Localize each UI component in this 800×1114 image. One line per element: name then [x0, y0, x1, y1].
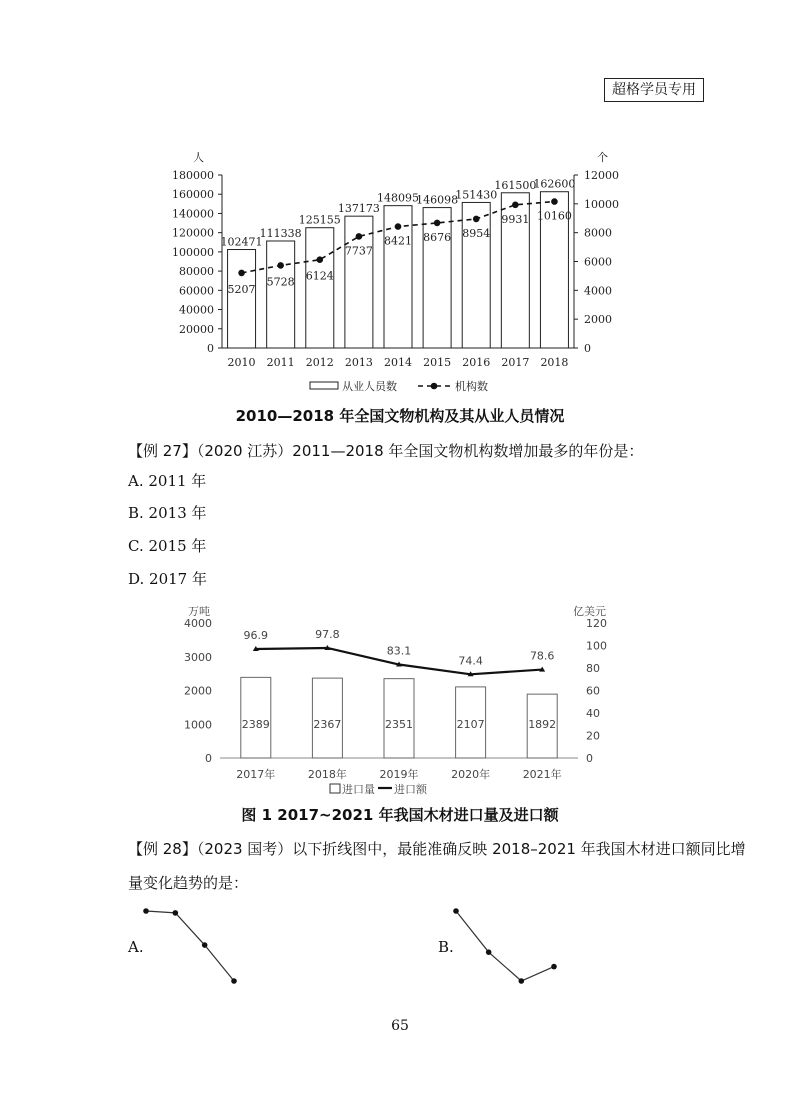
left-tick-label: 2000: [184, 684, 212, 698]
bar-2011: [267, 241, 295, 348]
point-label-2014: 8421: [384, 234, 412, 248]
right-tick-label: 4000: [584, 284, 612, 298]
mini-point: [453, 908, 459, 914]
left-tick-label: 40000: [179, 303, 214, 317]
question27-option-d[interactable]: D. 2017 年: [128, 570, 207, 588]
point-label-2013: 7737: [344, 244, 373, 258]
x-tick-label-2011: 2011: [266, 356, 295, 369]
right-tick-label: 80: [586, 662, 600, 675]
bar-label-2012: 125155: [298, 213, 341, 227]
mini-line: [146, 911, 234, 981]
mini-point: [551, 964, 557, 970]
point-label-2018年: 97.8: [315, 627, 340, 641]
bar-label-2010: 102471: [220, 235, 263, 249]
point-2017: [512, 202, 519, 209]
question28-text-line2: 量变化趋势的是：: [128, 874, 249, 892]
right-tick-label: 8000: [584, 226, 612, 240]
x-tick-label-2017: 2017: [501, 356, 530, 369]
legend-line-label: 机构数: [455, 380, 488, 393]
point-label-2015: 8676: [423, 230, 452, 244]
legend-line-label: 进口额: [394, 783, 427, 796]
question27-text: 【例 27】（2020 江苏）2011—2018 年全国文物机构数增加最多的年份是：: [128, 442, 644, 460]
mini-point: [519, 978, 525, 984]
bar-label-2016: 151430: [455, 188, 498, 202]
left-tick-label: 4000: [184, 617, 212, 630]
bar-2015: [423, 208, 451, 348]
bar-label-2019年: 2351: [385, 718, 413, 731]
legend-bar-swatch: [310, 382, 338, 389]
bar-label-2021年: 1892: [528, 718, 557, 731]
right-tick-label: 60: [586, 684, 600, 698]
x-tick-label-2018年: 2018年: [307, 768, 347, 781]
bar-2016: [462, 202, 490, 348]
right-tick-label: 20: [586, 729, 600, 743]
mini-point: [173, 910, 179, 916]
right-tick-label: 12000: [584, 169, 619, 182]
left-tick-label: 140000: [172, 207, 214, 221]
x-tick-label-2016: 2016: [462, 356, 491, 369]
left-axis-unit: 万吨: [188, 605, 210, 618]
left-tick-label: 60000: [179, 284, 214, 298]
point-label-2017: 9931: [501, 212, 530, 226]
left-tick-label: 0: [205, 752, 212, 765]
legend-line-marker: [431, 383, 438, 390]
mini-line: [456, 911, 554, 981]
point-2012: [316, 256, 323, 263]
x-tick-label-2012: 2012: [305, 356, 334, 369]
member-badge: 超格学员专用: [604, 78, 704, 102]
option-b-line-chart[interactable]: [450, 905, 560, 987]
legend-bar-label: 从业人员数: [342, 380, 397, 393]
x-tick-label-2015: 2015: [423, 356, 452, 369]
bar-label-2018: 162600: [533, 177, 576, 191]
left-tick-label: 20000: [179, 322, 214, 336]
question28-option-a-label[interactable]: A.: [128, 938, 144, 956]
bar-2010: [228, 250, 256, 348]
question28-option-b-label[interactable]: B.: [438, 938, 454, 956]
chart-cultural-relics: [0, 140, 800, 410]
point-label-2017年: 96.9: [243, 628, 269, 642]
right-tick-label: 100: [586, 639, 607, 653]
left-tick-label: 1000: [184, 718, 212, 732]
right-tick-label: 40: [586, 707, 600, 720]
point-label-2011: 5728: [266, 275, 295, 289]
mini-point: [202, 942, 208, 948]
question28-text-line1: 【例 28】（2023 国考）以下折线图中，最能准确反映 2018–2021 年我国木材进口额同比增: [128, 840, 746, 858]
point-2010: [238, 270, 245, 277]
point-label-2019年: 83.1: [386, 644, 412, 658]
figure1-caption: 2010—2018 年全国文物机构及其从业人员情况: [235, 407, 565, 425]
right-axis-unit: 亿美元: [573, 605, 606, 618]
figure2-caption: 图 1 2017~2021 年我国木材进口量及进口额: [241, 806, 559, 824]
point-2018: [551, 198, 558, 205]
x-tick-label-2019年: 2019年: [379, 768, 419, 781]
point-2016: [473, 216, 480, 223]
bar-label-2015: 146098: [416, 193, 459, 207]
question27-option-b[interactable]: B. 2013 年: [128, 504, 207, 522]
option-a-line-chart[interactable]: [140, 905, 240, 987]
left-tick-label: 180000: [172, 169, 214, 182]
point-2014: [395, 223, 402, 230]
point-label-2016: 8954: [462, 226, 491, 240]
bar-label-2017: 161500: [494, 178, 537, 192]
bar-label-2011: 111338: [259, 226, 302, 240]
right-tick-label: 6000: [584, 255, 612, 269]
legend-bar-swatch: [330, 784, 340, 793]
mini-point: [143, 908, 149, 914]
left-tick-label: 3000: [184, 650, 212, 664]
point-label-2012: 6124: [305, 269, 334, 283]
left-tick-label: 100000: [172, 245, 214, 259]
point-2013: [356, 233, 363, 240]
legend-bar-label: 进口量: [342, 783, 375, 796]
left-tick-label: 120000: [172, 226, 214, 240]
right-tick-label: 0: [586, 752, 593, 765]
point-label-2021年: 78.6: [529, 649, 555, 663]
x-tick-label-2013: 2013: [344, 356, 373, 369]
left-tick-label: 160000: [172, 188, 214, 202]
x-tick-label-2020年: 2020年: [451, 768, 491, 781]
x-tick-label-2021年: 2021年: [522, 768, 562, 781]
point-2015: [434, 220, 441, 227]
bar-2012: [306, 228, 334, 348]
point-label-2010: 5207: [227, 282, 256, 296]
bar-label-2018年: 2367: [313, 718, 342, 731]
question27-option-c[interactable]: C. 2015 年: [128, 537, 207, 555]
question27-option-a[interactable]: A. 2011 年: [128, 472, 207, 490]
right-axis-unit: 个: [597, 151, 608, 164]
left-tick-label: 80000: [179, 265, 214, 279]
right-tick-label: 10000: [584, 197, 619, 211]
mini-point: [231, 978, 237, 984]
page-number: 65: [391, 1018, 409, 1034]
x-tick-label-2017年: 2017年: [236, 768, 276, 781]
right-tick-label: 0: [584, 342, 591, 355]
point-label-2018: 10160: [536, 209, 572, 223]
x-tick-label-2010: 2010: [227, 356, 256, 369]
bar-label-2014: 148095: [377, 191, 419, 205]
bar-label-2017年: 2389: [241, 718, 270, 731]
chart-wood-import: [0, 598, 800, 798]
x-tick-label-2014: 2014: [384, 356, 412, 369]
x-tick-label-2018: 2018: [540, 356, 569, 369]
point-label-2020年: 74.4: [458, 654, 483, 668]
bar-label-2013: 137173: [337, 202, 380, 216]
right-tick-label: 2000: [584, 313, 612, 327]
left-tick-label: 0: [207, 342, 214, 355]
point-2011: [277, 262, 284, 269]
mini-point: [486, 949, 492, 955]
right-tick-label: 120: [586, 617, 607, 630]
left-axis-unit: 人: [193, 151, 204, 164]
bar-label-2020年: 2107: [456, 718, 485, 731]
